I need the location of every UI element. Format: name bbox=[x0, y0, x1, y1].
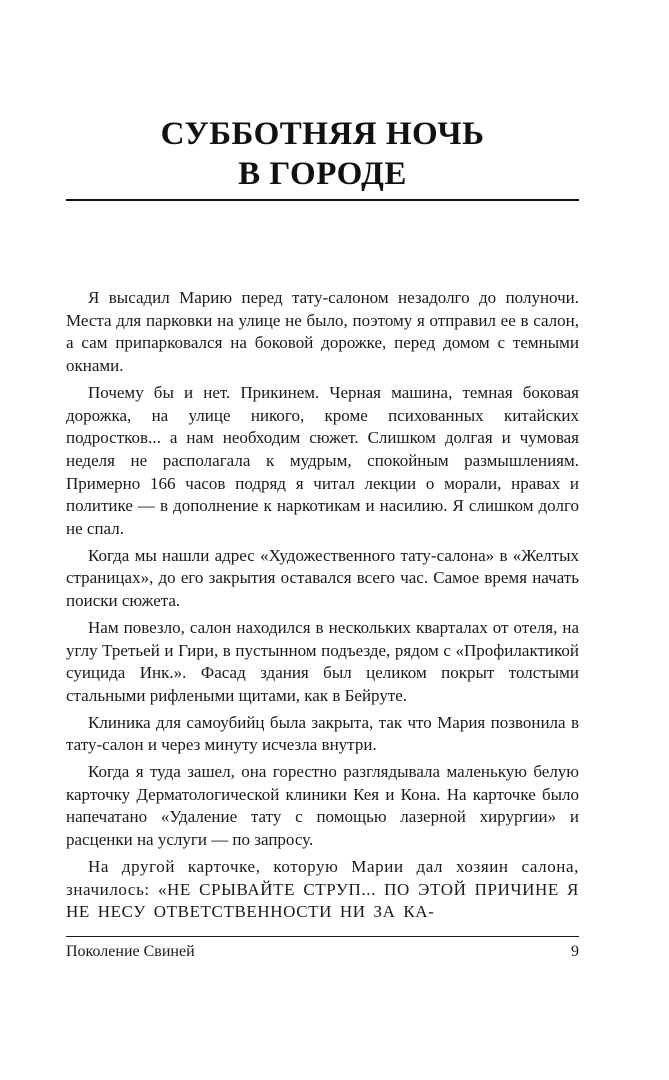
paragraph-2: Почему бы и нет. Прикинем. Черная машина, темная боковая дорожка, на улице никого, кроме психованных китайских подростков... а нам необходим сюжет. Слишком долгая и чумовая неделя не располагала к мудрым, спокойным размышлениям. Примерно 166 часов подряд я читал лекции о морали, нравах и политике — в дополнение к наркотикам и насилию. Я слишком долго не спал. bbox=[66, 382, 579, 539]
page-number: 9 bbox=[571, 943, 579, 960]
running-footer-title: Поколение Свиней bbox=[66, 943, 195, 960]
chapter-title-line-2: В ГОРОДЕ bbox=[238, 156, 407, 192]
chapter-body bbox=[66, 287, 579, 928]
footer-divider bbox=[66, 936, 579, 937]
paragraph-1: Я высадил Марию перед тату-салоном незадолго до полуночи. Места для парковки на улице не было, поэтому я отправил ее в салон, а сам припарковался на боковой дорожке, перед домом с темными окнами. bbox=[66, 288, 579, 376]
paragraph-4: Нам повезло, салон находился в нескольких кварталах от отеля, на углу Третьей и Гири, в пустынном подъезде, рядом с «Профилактикой суицида Инк.». Фасад здания был целиком покрыт толстыми стальными рифлеными щитами, как в Бейруте. bbox=[66, 617, 579, 705]
chapter-title-line-1: СУББОТНЯЯ НОЧЬ bbox=[160, 116, 485, 152]
paragraph-6: Когда я туда зашел, она горестно разглядывала маленькую белую карточку Дерматологической клиники Кея и Кона. На карточке было напечатано «Удаление тату с помощью лазерной хирургии» и расценки на услуги — по запросу. bbox=[66, 762, 579, 850]
chapter-title bbox=[66, 114, 579, 194]
paragraph-3: Когда мы нашли адрес «Художественного тату-салона» в «Желтых страницах», до его закрытия оставался всего час. Самое время начать поиски сюжета. bbox=[66, 545, 579, 611]
paragraph-7: На другой карточке, которую Марии дал хозяин салона, значилось: «НЕ СРЫВАЙТЕ СТРУП... ПО ЭТОЙ ПРИЧИНЕ Я НЕ НЕСУ ОТВЕТСТВЕННОСТИ НИ ЗА КА- bbox=[66, 856, 579, 922]
paragraph-5: Клиника для самоубийц была закрыта, так что Мария позвонила в тату-салон и через минуту исчезла внутри. bbox=[66, 712, 579, 755]
title-divider bbox=[66, 199, 579, 201]
